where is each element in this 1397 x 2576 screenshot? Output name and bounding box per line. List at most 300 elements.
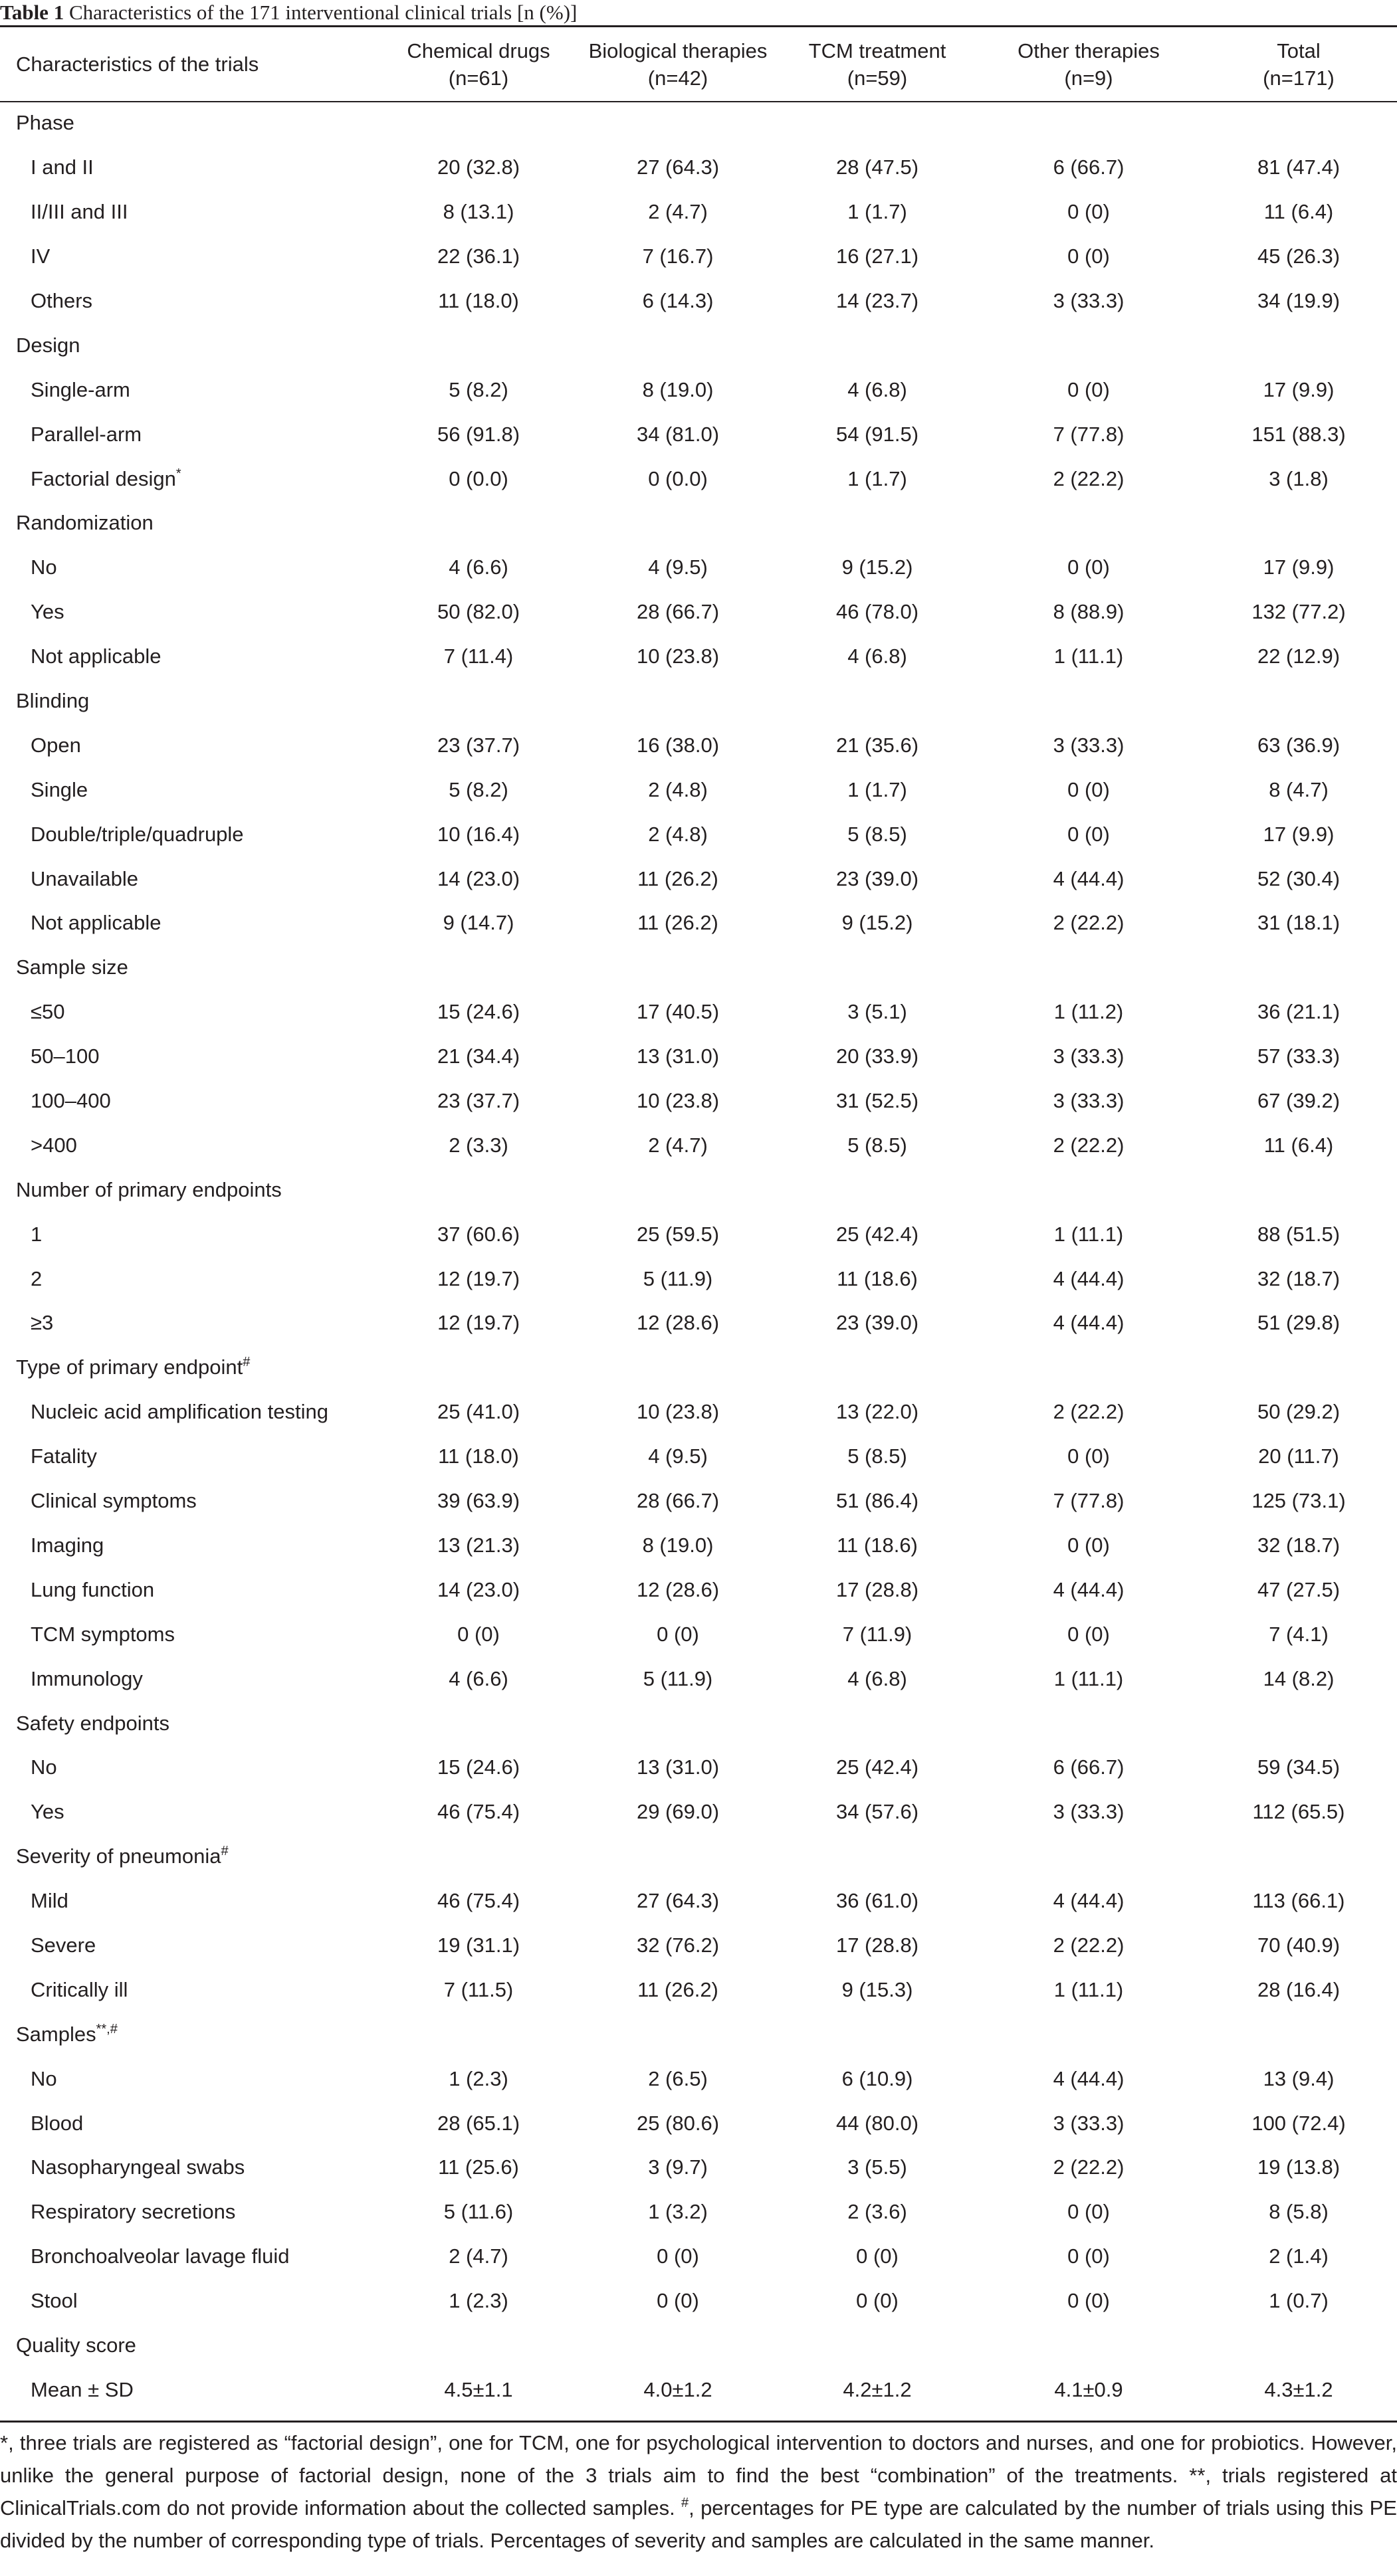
cell-value: 25 (41.0) — [437, 1400, 520, 1424]
cell-value: 51 (86.4) — [835, 1489, 919, 1513]
table-row — [0, 456, 1397, 501]
row-label-text: Nasopharyngeal swabs — [31, 2155, 245, 2179]
section-row — [0, 2324, 1397, 2368]
cell-value: 10 (23.8) — [636, 644, 720, 668]
header-group-name: Biological therapies — [588, 39, 768, 62]
cell-value: 88 (51.5) — [1257, 1222, 1341, 1246]
cell-value: 5 (8.5) — [847, 822, 907, 846]
cell-value: 16 (38.0) — [636, 733, 720, 757]
cell-value: 45 (26.3) — [1257, 245, 1341, 268]
cell-value: 0 (0) — [1067, 1533, 1110, 1557]
cell-value: 25 (80.6) — [636, 2111, 720, 2135]
table-body — [0, 101, 1397, 2412]
cell-value: 2 (4.7) — [449, 2244, 508, 2268]
row-label — [0, 856, 379, 901]
row-label-text: Yes — [31, 600, 64, 624]
cell-value: 11 (26.2) — [637, 866, 718, 890]
row-label-text: Fatality — [31, 1444, 97, 1468]
footnote-text: , trials registered at ClinicalTrials.com do not provide information about the collected samples. — [0, 2464, 1397, 2520]
cell-value: 7 (11.9) — [842, 1622, 913, 1646]
cell-value: 0 (0) — [1067, 822, 1110, 846]
cell-value: 132 (77.2) — [1251, 600, 1346, 624]
cell-value: 14 (8.2) — [1263, 1666, 1335, 1690]
section-row — [0, 1701, 1397, 1745]
cell-value: 28 (66.7) — [636, 1489, 720, 1513]
cell-value: 57 (33.3) — [1257, 1044, 1341, 1068]
row-label — [0, 1256, 379, 1301]
section-title — [0, 501, 1397, 545]
section-title-footnote-mark: **,# — [96, 2021, 118, 2036]
table-header-row — [0, 27, 1397, 101]
section-row — [0, 2012, 1397, 2056]
cell-value: 21 (35.6) — [835, 733, 919, 757]
cell-value: 46 (75.4) — [437, 1800, 520, 1824]
section-title — [0, 1167, 1397, 1212]
row-label — [0, 2190, 379, 2234]
row-label — [0, 1567, 379, 1612]
row-label-text: Unavailable — [31, 866, 138, 890]
row-label-text: Critically ill — [31, 1977, 128, 2001]
cell-value: 3 (33.3) — [1053, 289, 1125, 312]
cell-value: 0 (0) — [1067, 555, 1110, 579]
table-row — [0, 545, 1397, 590]
cell-value: 12 (19.7) — [437, 1311, 520, 1335]
section-title — [0, 101, 1397, 146]
cell-value: 4 (44.4) — [1053, 1311, 1125, 1335]
table-row — [0, 367, 1397, 412]
cell-value: 19 (31.1) — [437, 1933, 520, 1957]
cell-value: 11 (6.4) — [1263, 200, 1334, 224]
cell-value: 1 (2.3) — [449, 2066, 508, 2090]
cell-value: 5 (8.5) — [847, 1444, 907, 1468]
cell-value: 125 (73.1) — [1251, 1489, 1346, 1513]
section-title — [0, 1834, 1397, 1879]
table-row — [0, 279, 1397, 324]
row-label — [0, 412, 379, 456]
row-label-text: 1 — [31, 1222, 43, 1246]
cell-value: 4 (44.4) — [1053, 866, 1125, 890]
table-row — [0, 590, 1397, 635]
row-label — [0, 1079, 379, 1124]
cell-value: 31 (52.5) — [835, 1089, 919, 1113]
section-title-text: Randomization — [16, 511, 154, 535]
cell-value: 17 (9.9) — [1263, 555, 1335, 579]
cell-value: 7 (16.7) — [642, 245, 714, 268]
section-row — [0, 1345, 1397, 1390]
row-label-text: ≤50 — [31, 1000, 65, 1024]
cell-value: 4 (44.4) — [1053, 2066, 1125, 2090]
row-label-text: Immunology — [31, 1666, 143, 1690]
header-group-n: (n=42) — [647, 66, 708, 90]
row-label-text: Others — [31, 289, 93, 312]
cell-value: 0 (0) — [1067, 1444, 1110, 1468]
cell-value: 16 (27.1) — [835, 245, 919, 268]
row-label — [0, 723, 379, 767]
cell-value: 7 (77.8) — [1053, 422, 1125, 446]
cell-value: 34 (19.9) — [1257, 289, 1341, 312]
footnote-text: , percentages for PE type are calculated by the number of trials using this PE divided by the number of corresponding type of trials. Percentages of severity and samples are calculated in the same manner. — [0, 2496, 1397, 2552]
row-label — [0, 1479, 379, 1524]
row-label — [0, 1924, 379, 1968]
row-label-text: Parallel-arm — [31, 422, 142, 446]
row-label — [0, 1656, 379, 1701]
section-title — [0, 2012, 1397, 2056]
table-row — [0, 2145, 1397, 2190]
cell-value: 28 (66.7) — [636, 600, 720, 624]
cell-value: 8 (88.9) — [1053, 600, 1125, 624]
cell-value: 4.1±0.9 — [1054, 2377, 1123, 2401]
cell-value: 2 (4.7) — [648, 200, 708, 224]
cell-value: 28 (47.5) — [835, 155, 919, 179]
cell-value: 20 (32.8) — [437, 155, 520, 179]
cell-value: 0 (0.0) — [449, 466, 508, 490]
row-label — [0, 767, 379, 812]
cell-value: 28 (65.1) — [437, 2111, 520, 2135]
section-title-text: Type of primary endpoint — [16, 1355, 243, 1379]
cell-value: 52 (30.4) — [1257, 866, 1341, 890]
cell-value: 0 (0.0) — [648, 466, 708, 490]
cell-value: 2 (1.4) — [1269, 2244, 1329, 2268]
cell-value: 51 (29.8) — [1257, 1311, 1341, 1335]
cell-value: 15 (24.6) — [437, 1000, 520, 1024]
cell-value: 0 (0) — [657, 2244, 699, 2268]
cell-value: 1 (11.1) — [1053, 644, 1124, 668]
cell-value: 2 (22.2) — [1053, 1400, 1125, 1424]
row-label-text: No — [31, 2066, 57, 2090]
cell-value: 9 (15.2) — [841, 911, 913, 935]
cell-value: 5 (11.6) — [443, 2200, 514, 2224]
table-row — [0, 146, 1397, 190]
row-label — [0, 146, 379, 190]
cell-value: 1 (2.3) — [449, 2289, 508, 2313]
cell-value: 14 (23.0) — [437, 1577, 520, 1601]
cell-value: 36 (21.1) — [1257, 1000, 1341, 1024]
cell-value: 37 (60.6) — [437, 1222, 520, 1246]
cell-value: 3 (33.3) — [1053, 1800, 1125, 1824]
row-label — [0, 2367, 379, 2412]
row-label — [0, 990, 379, 1035]
row-label — [0, 279, 379, 324]
row-label-text: Lung function — [31, 1577, 155, 1601]
row-label-text: Severe — [31, 1933, 96, 1957]
cell-value: 54 (91.5) — [835, 422, 919, 446]
cell-value: 5 (11.9) — [643, 1666, 713, 1690]
table-row — [0, 2234, 1397, 2279]
row-label — [0, 812, 379, 856]
cell-value: 8 (13.1) — [443, 200, 514, 224]
table-row — [0, 1079, 1397, 1124]
cell-value: 34 (57.6) — [835, 1800, 919, 1824]
cell-value: 11 (26.2) — [637, 911, 718, 935]
table-row — [0, 2190, 1397, 2234]
cell-value: 11 (26.2) — [637, 1977, 718, 2001]
cell-value: 7 (4.1) — [1269, 1622, 1329, 1646]
footnote-mark: ** — [1189, 2464, 1206, 2487]
cell-value: 70 (40.9) — [1257, 1933, 1341, 1957]
cell-value: 8 (19.0) — [642, 377, 714, 401]
row-label — [0, 635, 379, 679]
table-row — [0, 1745, 1397, 1790]
cell-value: 0 (0) — [1067, 2244, 1110, 2268]
row-label — [0, 190, 379, 235]
row-label — [0, 1390, 379, 1435]
row-label — [0, 1524, 379, 1568]
cell-value: 46 (78.0) — [835, 600, 919, 624]
row-label — [0, 1612, 379, 1656]
table-row — [0, 1212, 1397, 1256]
cell-value: 11 (18.0) — [438, 1444, 519, 1468]
section-title-text: Design — [16, 333, 80, 357]
header-biological-therapies — [578, 27, 778, 101]
cell-value: 1 (1.7) — [847, 777, 907, 801]
section-title-text: Samples — [16, 2022, 96, 2046]
table-row — [0, 1879, 1397, 1924]
cell-value: 0 (0) — [657, 1622, 699, 1646]
section-row — [0, 1834, 1397, 1879]
table-row — [0, 1567, 1397, 1612]
cell-value: 0 (0) — [1067, 2289, 1110, 2313]
section-row — [0, 945, 1397, 990]
cell-value: 2 (4.8) — [648, 777, 708, 801]
bottom-rule — [0, 2421, 1397, 2423]
cell-value: 4.2±1.2 — [843, 2377, 912, 2401]
section-row — [0, 1167, 1397, 1212]
row-label — [0, 1435, 379, 1479]
cell-value: 32 (18.7) — [1257, 1533, 1341, 1557]
row-label-text: Stool — [31, 2289, 78, 2313]
cell-value: 0 (0) — [1067, 1622, 1110, 1646]
cell-value: 5 (11.9) — [643, 1266, 713, 1290]
cell-value: 10 (16.4) — [437, 822, 520, 846]
cell-value: 13 (21.3) — [437, 1533, 520, 1557]
cell-value: 0 (0) — [856, 2289, 899, 2313]
cell-value: 1 (0.7) — [1269, 2289, 1329, 2313]
cell-value: 2 (22.2) — [1053, 911, 1125, 935]
row-label-text: No — [31, 1755, 57, 1779]
cell-value: 3 (5.1) — [847, 1000, 907, 1024]
section-title — [0, 2324, 1397, 2368]
cell-value: 1 (1.7) — [847, 200, 907, 224]
cell-value: 25 (59.5) — [636, 1222, 720, 1246]
row-label — [0, 1123, 379, 1167]
cell-value: 2 (22.2) — [1053, 2155, 1125, 2179]
cell-value: 36 (61.0) — [835, 1889, 919, 1913]
table-caption — [0, 0, 1397, 25]
row-label-text: >400 — [31, 1133, 77, 1157]
table-row — [0, 1656, 1397, 1701]
section-title-text: Number of primary endpoints — [16, 1177, 282, 1201]
cell-value: 44 (80.0) — [835, 2111, 919, 2135]
cell-value: 0 (0) — [1067, 777, 1110, 801]
table-row — [0, 990, 1397, 1035]
cell-value: 9 (15.3) — [841, 1977, 913, 2001]
cell-value: 151 (88.3) — [1251, 422, 1346, 446]
cell-value: 4 (6.6) — [449, 1666, 508, 1690]
cell-value: 22 (36.1) — [437, 245, 520, 268]
table-row — [0, 723, 1397, 767]
cell-value: 6 (14.3) — [642, 289, 714, 312]
cell-value: 28 (16.4) — [1257, 1977, 1341, 2001]
table-row — [0, 235, 1397, 279]
cell-value: 47 (27.5) — [1257, 1577, 1341, 1601]
cell-value: 13 (31.0) — [636, 1755, 720, 1779]
cell-value: 100 (72.4) — [1251, 2111, 1346, 2135]
cell-value: 56 (91.8) — [437, 422, 520, 446]
cell-value: 3 (33.3) — [1053, 1044, 1125, 1068]
footnote-mark: # — [681, 2496, 689, 2510]
section-title-text: Quality score — [16, 2333, 136, 2357]
cell-value: 3 (5.5) — [847, 2155, 907, 2179]
row-label-text: 100–400 — [31, 1089, 111, 1113]
cell-value: 4 (6.8) — [847, 1666, 907, 1690]
cell-value: 4 (44.4) — [1053, 1577, 1125, 1601]
cell-value: 4 (44.4) — [1053, 1266, 1125, 1290]
row-label-text: 50–100 — [31, 1044, 100, 1068]
table-row — [0, 1123, 1397, 1167]
cell-value: 59 (34.5) — [1257, 1755, 1341, 1779]
section-row — [0, 501, 1397, 545]
row-label-text: Open — [31, 733, 81, 757]
cell-value: 0 (0) — [856, 2244, 899, 2268]
cell-value: 7 (11.4) — [443, 644, 514, 668]
cell-value: 13 (22.0) — [835, 1400, 919, 1424]
cell-value: 0 (0) — [657, 2289, 699, 2313]
row-label-text: Factorial design — [31, 466, 176, 490]
cell-value: 12 (28.6) — [636, 1311, 720, 1335]
table-row — [0, 1924, 1397, 1968]
header-group-n: (n=9) — [1064, 66, 1113, 90]
cell-value: 2 (22.2) — [1053, 1133, 1125, 1157]
cell-value: 0 (0) — [457, 1622, 500, 1646]
cell-value: 1 (3.2) — [648, 2200, 708, 2224]
cell-value: 27 (64.3) — [636, 1889, 720, 1913]
row-label-text: Single-arm — [31, 377, 130, 401]
cell-value: 50 (82.0) — [437, 600, 520, 624]
cell-value: 1 (11.1) — [1053, 1222, 1124, 1246]
table-row — [0, 1967, 1397, 2012]
cell-value: 4.3±1.2 — [1264, 2377, 1333, 2401]
table-row — [0, 1301, 1397, 1345]
cell-value: 4 (9.5) — [648, 555, 708, 579]
table-caption-text: Characteristics of the 171 interventional clinical trials [n (%)] — [64, 1, 578, 24]
cell-value: 46 (75.4) — [437, 1889, 520, 1913]
cell-value: 11 (6.4) — [1263, 1133, 1334, 1157]
cell-value: 32 (18.7) — [1257, 1266, 1341, 1290]
table-row — [0, 1790, 1397, 1834]
footnote-mark: * — [0, 2431, 9, 2454]
row-label-footnote-mark: * — [175, 466, 181, 481]
cell-value: 5 (8.2) — [449, 377, 508, 401]
row-label-text: II/III and III — [31, 200, 128, 224]
cell-value: 17 (28.8) — [835, 1577, 919, 1601]
row-label-text: 2 — [31, 1266, 43, 1290]
cell-value: 11 (18.6) — [837, 1266, 918, 1290]
cell-value: 7 (11.5) — [443, 1977, 514, 2001]
cell-value: 4.5±1.1 — [444, 2377, 513, 2401]
row-label-text: Double/triple/quadruple — [31, 822, 244, 846]
cell-value: 6 (10.9) — [841, 2066, 913, 2090]
row-label-text: I and II — [31, 155, 94, 179]
cell-value: 113 (66.1) — [1252, 1889, 1345, 1913]
cell-value: 2 (3.3) — [449, 1133, 508, 1157]
header-group-n: (n=61) — [448, 66, 509, 90]
cell-value: 10 (23.8) — [636, 1089, 720, 1113]
row-label-text: Blood — [31, 2111, 84, 2135]
header-tcm-treatment — [778, 27, 977, 101]
cell-value: 21 (34.4) — [437, 1044, 520, 1068]
row-label-text: Bronchoalveolar lavage fluid — [31, 2244, 290, 2268]
cell-value: 17 (28.8) — [835, 1933, 919, 1957]
row-label — [0, 1745, 379, 1790]
cell-value: 1 (11.1) — [1053, 1977, 1124, 2001]
header-group-name: Chemical drugs — [407, 39, 550, 62]
table-caption-label: Table 1 — [0, 1, 64, 24]
cell-value: 3 (1.8) — [1269, 466, 1329, 490]
cell-value: 23 (39.0) — [835, 866, 919, 890]
row-label-text: Not applicable — [31, 911, 161, 935]
cell-value: 39 (63.9) — [437, 1489, 520, 1513]
section-row — [0, 101, 1397, 146]
cell-value: 5 (8.5) — [847, 1133, 907, 1157]
section-title — [0, 679, 1397, 724]
section-title-text: Sample size — [16, 955, 128, 979]
row-label-text: No — [31, 555, 57, 579]
cell-value: 1 (11.2) — [1053, 1000, 1124, 1024]
header-group-n: (n=59) — [847, 66, 908, 90]
section-row — [0, 679, 1397, 724]
row-label — [0, 901, 379, 945]
row-label-text: ≥3 — [31, 1311, 54, 1335]
cell-value: 3 (33.3) — [1053, 1089, 1125, 1113]
header-group-name: Total — [1277, 39, 1321, 62]
cell-value: 12 (19.7) — [437, 1266, 520, 1290]
table-row — [0, 412, 1397, 456]
cell-value: 0 (0) — [1067, 200, 1110, 224]
cell-value: 81 (47.4) — [1257, 155, 1341, 179]
header-group-name: TCM treatment — [808, 39, 946, 62]
table-row — [0, 1479, 1397, 1524]
row-label — [0, 1879, 379, 1924]
table-row — [0, 2056, 1397, 2101]
cell-value: 6 (66.7) — [1053, 155, 1125, 179]
row-label — [0, 367, 379, 412]
row-label-text: Imaging — [31, 1533, 104, 1557]
cell-value: 23 (39.0) — [835, 1311, 919, 1335]
cell-value: 5 (8.2) — [449, 777, 508, 801]
row-label-text: Not applicable — [31, 644, 161, 668]
table-row — [0, 856, 1397, 901]
table-row — [0, 2279, 1397, 2324]
row-label-text: Respiratory secretions — [31, 2200, 236, 2224]
row-label-text: Mean ± SD — [31, 2377, 134, 2401]
section-title — [0, 1345, 1397, 1390]
cell-value: 9 (15.2) — [841, 555, 913, 579]
cell-value: 8 (4.7) — [1269, 777, 1329, 801]
cell-value: 17 (9.9) — [1263, 822, 1335, 846]
header-group-name: Other therapies — [1018, 39, 1160, 62]
footnote-text: , three trials are registered as “factorial design”, one for TCM, one for psychological intervention to doctors and nurses, and one for probiotics. However, unlike the general purpose of factorial design, none of the 3 trials aim to find the best “combination” of the treatments. — [0, 2431, 1397, 2487]
cell-value: 12 (28.6) — [636, 1577, 720, 1601]
table-row — [0, 812, 1397, 856]
cell-value: 2 (6.5) — [648, 2066, 708, 2090]
row-label-text: Yes — [31, 1800, 64, 1824]
table-row — [0, 635, 1397, 679]
cell-value: 0 (0) — [1067, 245, 1110, 268]
table-row — [0, 767, 1397, 812]
cell-value: 29 (69.0) — [636, 1800, 720, 1824]
section-title — [0, 945, 1397, 990]
cell-value: 2 (3.6) — [847, 2200, 907, 2224]
